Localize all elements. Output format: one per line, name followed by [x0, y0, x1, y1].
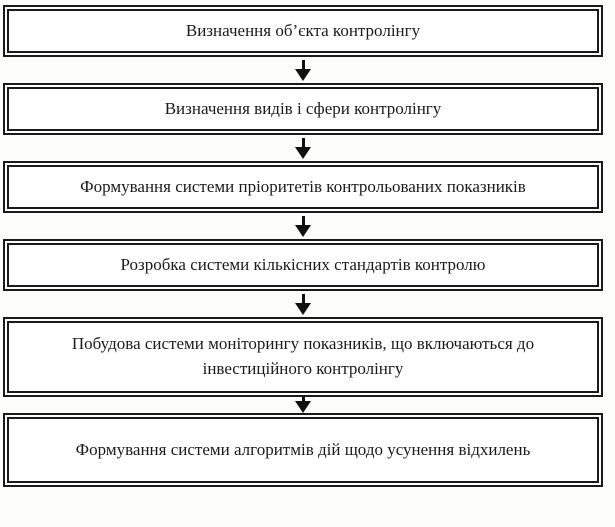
down-arrow — [3, 397, 603, 413]
down-arrow-stem — [302, 60, 305, 69]
flow-step-1 — [3, 5, 603, 57]
down-arrow-head — [295, 303, 311, 315]
flow-step-4 — [3, 239, 603, 291]
flow-step-3-label: Формування системи пріоритетів контрольованих показників — [7, 165, 599, 209]
down-arrow-head — [295, 225, 311, 237]
flow-step-2 — [3, 83, 603, 135]
down-arrow-stem — [302, 294, 305, 303]
flow-step-5 — [3, 317, 603, 397]
down-arrow-head — [295, 69, 311, 81]
down-arrow — [3, 135, 603, 161]
flow-step-1-label: Визначення об’єкта контролінгу — [7, 9, 599, 53]
flow-step-6-label: Формування системи алгоритмів дій щодо усунення відхилень — [7, 417, 599, 483]
down-arrow-stem — [302, 216, 305, 225]
flow-step-3 — [3, 161, 603, 213]
down-arrow — [3, 213, 603, 239]
down-arrow-stem — [302, 138, 305, 147]
down-arrow-head — [295, 401, 311, 413]
flow-step-4-label: Розробка системи кількісних стандартів контролю — [7, 243, 599, 287]
down-arrow — [3, 291, 603, 317]
flow-step-2-label: Визначення видів і сфери контролінгу — [7, 87, 599, 131]
down-arrow — [3, 57, 603, 83]
flow-step-5-label: Побудова системи моніторингу показників, що включаються до інвестиційного контролінгу — [7, 321, 599, 393]
flow-step-6 — [3, 413, 603, 487]
down-arrow-head — [295, 147, 311, 159]
